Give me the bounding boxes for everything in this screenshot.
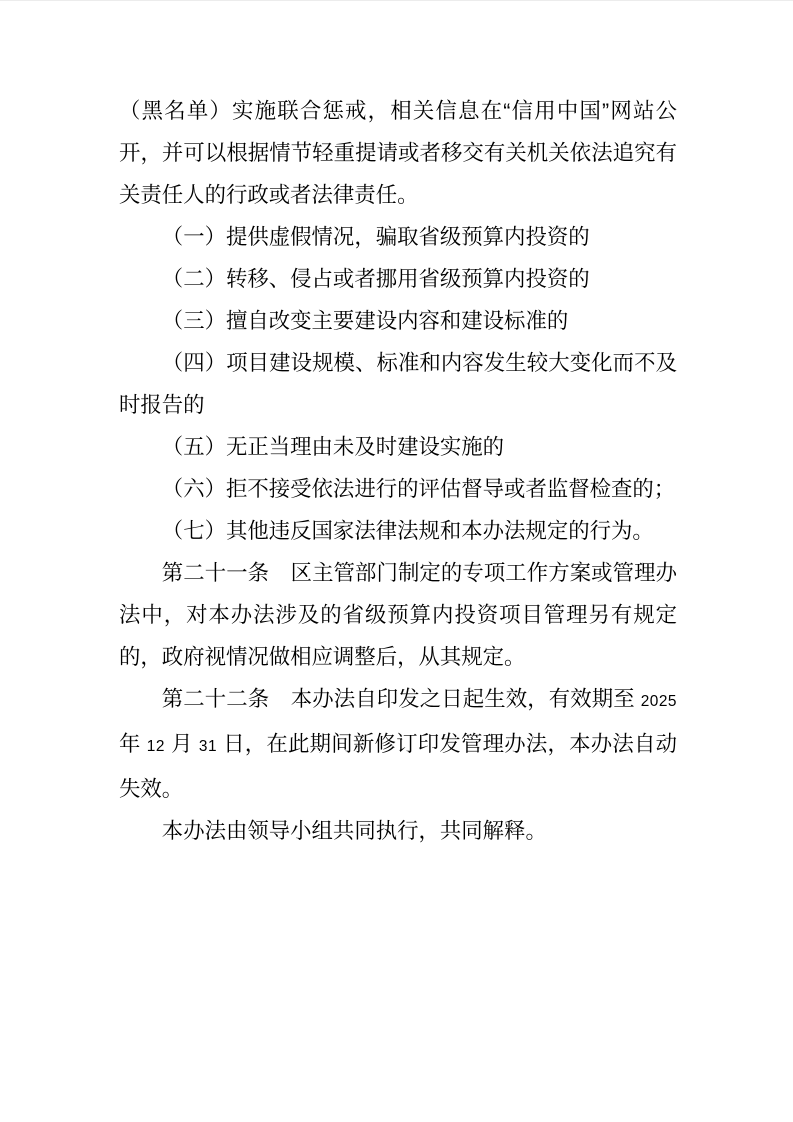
paragraph: （二）转移、侵占或者挪用省级预算内投资的	[161, 267, 590, 291]
paragraph: （三）擅自改变主要建设内容和建设标准的	[161, 309, 569, 333]
numeral: 31	[198, 738, 218, 755]
numeral: 2025	[640, 693, 677, 710]
paragraph: 第二十二条 本办法自印发之日起生效，有效期至 2025 年 12 月 31 日，在此期间新修订印发管理办法，本办法自动失效。	[119, 687, 677, 801]
paragraph: （五）无正当理由未及时建设实施的	[161, 435, 505, 459]
document-body	[119, 90, 677, 852]
numeral: 12	[146, 738, 165, 755]
paragraph: （六）拒不接受依法进行的评估督导或者监督检查的；	[161, 477, 676, 501]
paragraph: （黑名单）实施联合惩戒，相关信息在“信用中国”网站公开，并可以根据情节轻重提请或者移交有关机关依法追究有关责任人的行政或者法律责任。	[119, 99, 677, 207]
paragraph: 第二十一条 区主管部门制定的专项工作方案或管理办法中，对本办法涉及的省级预算内投资项目管理另有规定的，政府视情况做相应调整后，从其规定。	[119, 561, 677, 669]
paragraph: （一）提供虚假情况，骗取省级预算内投资的	[161, 225, 590, 249]
paragraph: 本办法由领导小组共同执行，共同解释。	[161, 819, 547, 843]
paragraph: （七）其他违反国家法律法规和本办法规定的行为。	[161, 519, 654, 543]
paragraph: （四）项目建设规模、标准和内容发生较大变化而不及时报告的	[119, 351, 677, 417]
